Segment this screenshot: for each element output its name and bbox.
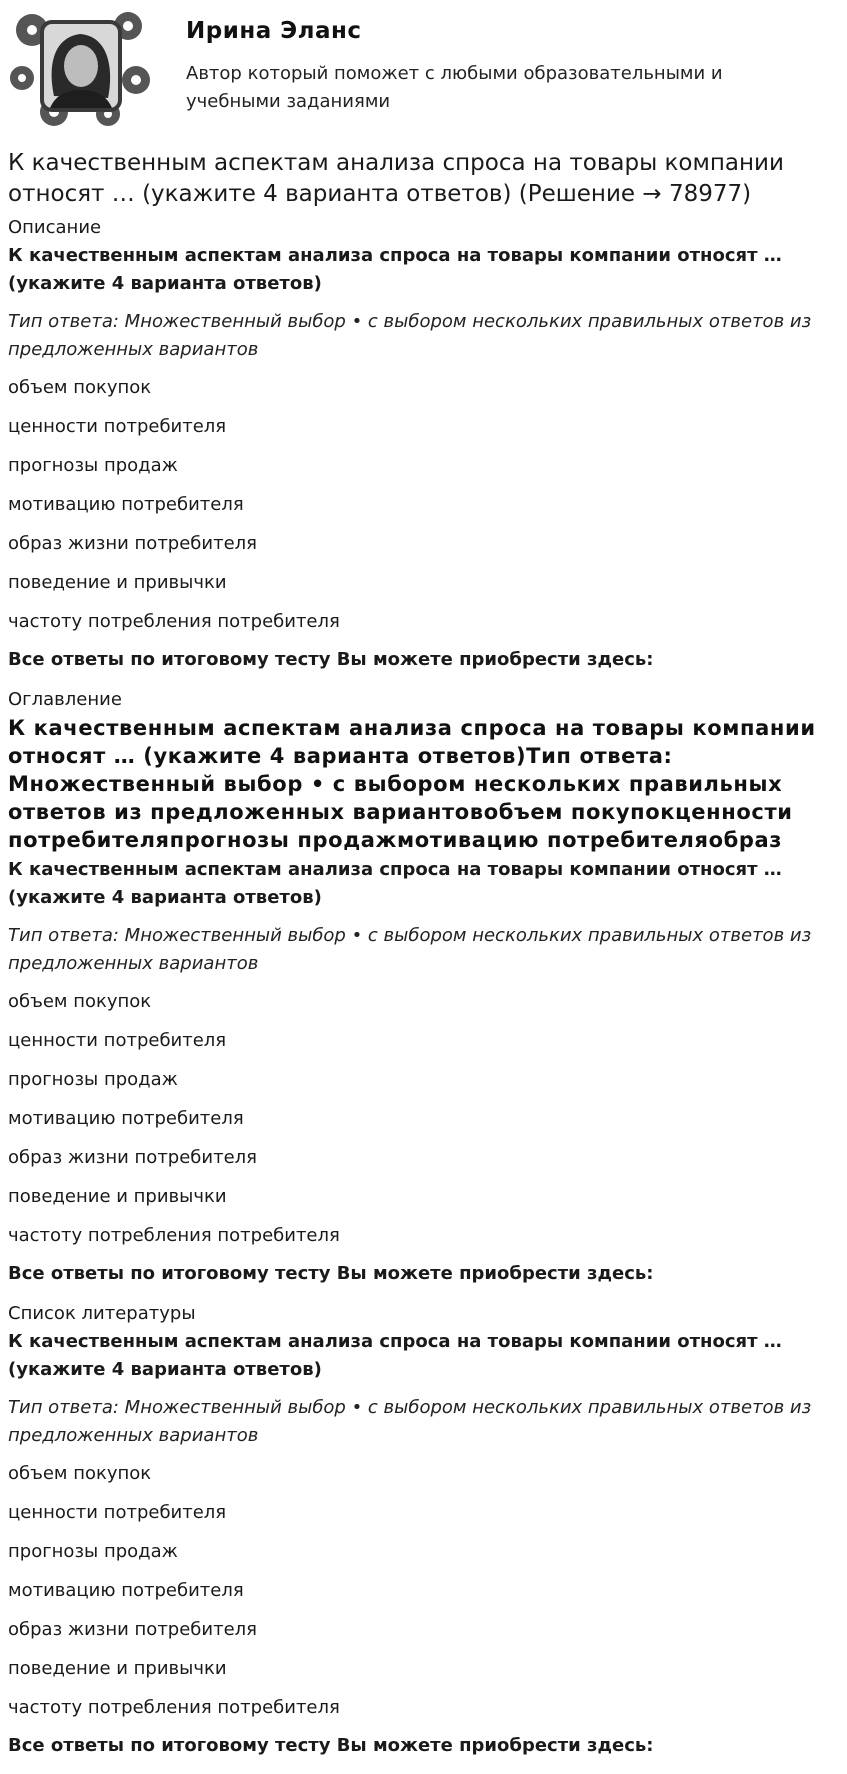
answer-option: прогнозы продаж — [8, 455, 178, 476]
section-label: Список литературы — [8, 1303, 196, 1324]
answer-option: образ жизни потребителя — [8, 533, 257, 554]
answer-type: Тип ответа: Множественный выбор • с выбором нескольких правильных ответов из предложенных вариантов — [8, 925, 812, 974]
answer-option: мотивацию потребителя — [8, 1108, 244, 1129]
question-text: К качественным аспектам анализа спроса на товары компании относят … (укажите 4 варианта ответов) — [8, 245, 782, 294]
author-block — [8, 8, 839, 128]
answer-option: мотивацию потребителя — [8, 494, 244, 515]
answer-type: Тип ответа: Множественный выбор • с выбором нескольких правильных ответов из предложенных вариантов — [8, 311, 812, 360]
question-text: К качественным аспектам анализа спроса на товары компании относят … (укажите 4 варианта ответов) — [8, 1331, 782, 1380]
page-title: К качественным аспектам анализа спроса на товары компании относят … (укажите 4 варианта ответов) (Решение → 78977) — [8, 150, 784, 207]
section-toc — [8, 688, 838, 1288]
answer-type: Тип ответа: Множественный выбор • с выбором нескольких правильных ответов из предложенных вариантов — [8, 1397, 812, 1446]
answer-option: поведение и привычки — [8, 1186, 227, 1207]
toc-summary: К качественным аспектам анализа спроса на товары компании относят … (укажите 4 варианта ответов)Тип ответа: Множественный выбор • с выбором нескольких правильных ответов из предложенных вариантовобъем покупокценности потребителяпрогнозы продажмотивацию потребителяобраз — [8, 716, 816, 852]
answer-option: частоту потребления потребителя — [8, 1225, 340, 1246]
answer-option: образ жизни потребителя — [8, 1619, 257, 1640]
answer-option: прогнозы продаж — [8, 1069, 178, 1090]
buy-answers-text: Все ответы по итоговому тесту Вы можете приобрести здесь: — [8, 1735, 654, 1756]
author-avatar[interactable] — [8, 8, 152, 128]
section-description — [8, 216, 838, 674]
answer-option: объем покупок — [8, 1463, 152, 1484]
answer-option: ценности потребителя — [8, 1502, 227, 1523]
answer-option: образ жизни потребителя — [8, 1147, 257, 1168]
section-literature — [8, 1302, 838, 1760]
author-name[interactable]: Ирина Эланс — [186, 18, 362, 44]
answer-option: ценности потребителя — [8, 1030, 227, 1051]
answer-option: мотивацию потребителя — [8, 1580, 244, 1601]
answer-option: объем покупок — [8, 991, 152, 1012]
answer-option: поведение и привычки — [8, 572, 227, 593]
section-label: Описание — [8, 217, 102, 238]
answer-option: прогнозы продаж — [8, 1541, 178, 1562]
answer-option: ценности потребителя — [8, 416, 227, 437]
answer-option: частоту потребления потребителя — [8, 611, 340, 632]
content — [8, 216, 838, 1760]
author-description: Автор который поможет с любыми образовательными и учебными заданиями — [186, 63, 723, 112]
buy-answers-text: Все ответы по итоговому тесту Вы можете приобрести здесь: — [8, 649, 654, 670]
buy-answers-text: Все ответы по итоговому тесту Вы можете приобрести здесь: — [8, 1263, 654, 1284]
answer-option: объем покупок — [8, 377, 152, 398]
section-label: Оглавление — [8, 689, 122, 710]
answer-option: поведение и привычки — [8, 1658, 227, 1679]
question-text: К качественным аспектам анализа спроса на товары компании относят … (укажите 4 варианта ответов) — [8, 859, 782, 908]
answer-option: частоту потребления потребителя — [8, 1697, 340, 1718]
